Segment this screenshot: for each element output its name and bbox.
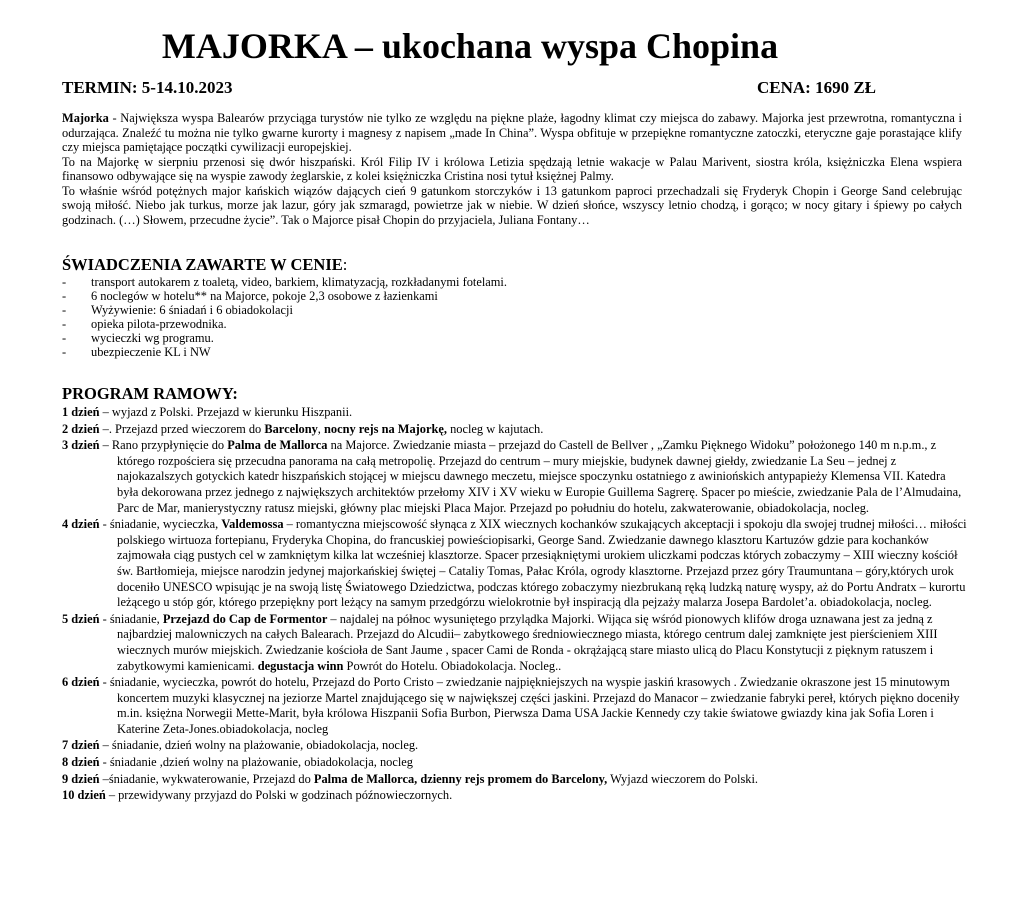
list-item-text: transport autokarem z toaletą, video, barkiem, klimatyzacją, rozkładanymi fotelami. <box>91 275 507 289</box>
day-text: – śniadanie, dzień wolny na plażowanie, obiadokolacja, nocleg. <box>99 738 419 753</box>
day-8 <box>62 755 968 771</box>
day-text: , <box>317 421 324 436</box>
day-text: – przewidywany przyjazd do Polski w godzinach późnowieczornych. <box>105 788 453 803</box>
day-highlight: Valdemossa <box>221 517 284 532</box>
day-number: 7 dzień <box>62 738 100 753</box>
program-heading: PROGRAM RAMOWY: <box>62 384 238 403</box>
intro-paragraph-1 <box>62 111 962 155</box>
day-text: - śniadanie, <box>99 611 163 626</box>
day-text: –śniadanie, wykwaterowanie, Przejazd do <box>99 771 314 786</box>
day-4 <box>62 517 968 611</box>
day-number: 1 dzień <box>62 405 100 419</box>
trip-dates: TERMIN: 5-14.10.2023 <box>62 78 233 97</box>
day-text: – romantyczna miejscowość słynąca z XIX wiecznych kochanków szukających akceptacji i spokoju dla swojej trudnej miłości… miłości polskiego wirtuoza fortepianu, Fryderyka Chopina, do francuskiej powieściopisarki, George Sand. Zwiedzanie dawnego klasztoru Kartuzów gdzie para kochanków zajmowała ciąg pustych cel w zamkniętym kilka lat wcześniej klasztorze. Spacer przesiąkniętymi urokiem uliczkami podczas których zobaczymy – XIII wieczny kościół św. Bartłomieja, miejsce narodzin jedynej majorkańskiej świętej – Cataliy Tomas, Pałac Króla, ogrody klasztorne. Przejazd przez góry Traumuntana – góry,których urok doceniło UNESCO wpisując je na swoją listę Światowego Dziedzictwa, podczas którego zobaczymy niezbrukaną ręką ludzką naturę wyspy, aż do Portu Andratx – kurortu leżącego u stóp gór, którego przepiękny port leżący na samym przedgórzu wielokrotnie był inspiracją dla pejzaży malarza Josepa Bardolet’a. obiadokolacja, nocleg. <box>117 517 967 610</box>
list-item-text: 6 noclegów w hotelu** na Majorce, pokoje 2,3 osobowe z łazienkami <box>91 288 438 303</box>
bullet: - <box>62 344 67 359</box>
day-text: - śniadanie, wycieczka, <box>99 517 222 532</box>
list-item-text: Wyżywienie: 6 śniadań i 6 obiadokolacji <box>91 302 293 317</box>
trip-price: CENA: 1690 ZŁ <box>757 78 877 97</box>
day-text: - śniadanie ,dzień wolny na plażowanie, obiadokolacja, nocleg <box>99 755 413 770</box>
intro-paragraph-1-text: - Największa wyspa Balearów przyciąga turystów nie tylko ze względu na piękne plaże, łagodny klimat czy miejsca do zabawy. Majorka jest przewrotna, romantyczna i odurzająca. Znaleźć tu można nie tylko gwarne kurorty i magnesy z napisem „made In China”. Wyspa obfituje w przepiękne romantyczne zatoczki, eteryczne gaje porastające klify czy miejsca pamiętające początki cywilizacji europejskiej. <box>62 111 962 154</box>
day-number: 5 dzień <box>62 611 100 626</box>
day-number: 3 dzień <box>62 438 100 453</box>
day-highlight: Przejazd do Cap de Formentor <box>162 611 328 626</box>
day-text: nocleg w kajutach. <box>446 421 544 436</box>
list-item-text: wycieczki wg programu. <box>91 330 214 345</box>
services-heading <box>62 255 347 275</box>
day-highlight: Palma de Mallorca <box>227 438 328 453</box>
day-number: 10 dzień <box>62 788 106 803</box>
list-item-text: ubezpieczenie KL i NW <box>91 344 211 359</box>
list-item <box>62 318 662 332</box>
day-number: 9 dzień <box>62 771 100 786</box>
day-highlight: nocny rejs na Majorkę, <box>324 421 447 436</box>
day-highlight: Barcelony <box>264 421 318 436</box>
list-item <box>62 332 662 346</box>
day-highlight: degustacja winn <box>257 658 344 673</box>
services-heading-text: ŚWIADCZENIA ZAWARTE W CENIE <box>62 255 343 274</box>
day-text: – najdalej na północ wysuniętego przylądka Majorki. Wijąca się wśród pionowych klifów droga uznawana jest za jedną z najbardziej malowniczych na całych Balearach. Przejazd do Alcudii– zabytkowego średniowiecznego miasta, którego centrum dalej zamknięte jest pierścieniem XIII wiecznych murów miejskich. Zwiedzanie kościoła de Sant Jaume , spacer Cami de Ronda - okrążającą stare miasto ulicą do Placu Konstytucji z pięknym ratuszem i zabytkowymi kamienicami. <box>117 611 938 673</box>
bullet: - <box>62 302 67 317</box>
day-2 <box>62 422 968 438</box>
intro-keyword: Majorka <box>62 111 109 125</box>
list-item <box>62 346 662 360</box>
services-heading-colon: : <box>342 255 348 274</box>
day-number: 2 dzień <box>62 421 100 436</box>
day-number: 8 dzień <box>62 755 100 770</box>
bullet: - <box>62 288 67 303</box>
list-item <box>62 304 662 318</box>
day-6 <box>62 675 968 737</box>
bullet: - <box>62 330 67 345</box>
day-text: –. Przejazd przed wieczorem do <box>99 421 265 436</box>
day-number: 6 dzień <box>62 675 100 690</box>
day-5 <box>62 612 968 674</box>
day-3 <box>62 438 968 516</box>
day-1 <box>62 405 968 421</box>
day-7 <box>62 738 968 754</box>
day-text: Wyjazd wieczorem do Polski. <box>607 771 759 786</box>
day-text: – wyjazd z Polski. Przejazd w kierunku Hiszpanii. <box>99 405 353 419</box>
list-item-text: opieka pilota-przewodnika. <box>91 316 227 331</box>
services-list <box>62 276 662 359</box>
intro-paragraph-3: To właśnie wśród potężnych major kańskich wiązów dających cień 9 gatunkom storczyków i 13 gatunkom paproci przechadzali się Fryderyk Chopin i George Sand celebrując swoją miłość. Niebo jak turkus, morze jak lazur, góry jak szmaragd, powietrze jak w niebie. W dzień słońce, wszyscy letnio chodzą, i gorąco; w nocy gitary i śpiewy po całych godzinach. (…) Słowem, przecudne życie”. Tak o Majorce pisał Chopin do przyjaciela, Juliana Fontany… <box>62 183 962 227</box>
day-text: - śniadanie, wycieczka, powrót do hotelu, Przejazd do Porto Cristo – zwiedzanie najpiękniejszych na wyspie jaskiń krasowych . Zwiedzanie okraszone jest 15 minutowym koncertem muzyki klasycznej na jeziorze Martel znajdującego się w największej części jaskini. Przejazd do Manacor – zwiedzanie fabryki pereł, których piękno doceniły m.in. księżna Norwegii Mette-Marit, była królowa Hiszpanii Sofia Burbon, Pierwsza Dama USA Jackie Kennedy czy takie światowe gwiazdy kina jak Sofia Loren i Katerine Zeta-Jones.obiadokolacja, nocleg <box>99 675 960 736</box>
bullet: - <box>62 275 67 289</box>
bullet: - <box>62 316 67 331</box>
day-highlight: Palma de Mallorca, dzienny rejs promem do Barcelony, <box>313 771 608 786</box>
program-list <box>62 405 968 805</box>
intro-paragraph-2: To na Majorkę w sierpniu przenosi się dwór hiszpański. Król Filip IV i królowa Letizia spędzają letnie wakacje w Palau Marivent, siostra króla, księżniczka Elena wspiera finansowo odbywające się na wyspie zawody żeglarskie, z kolei księżniczka Cristina nosi tytuł księżnej Palmy. <box>62 154 962 183</box>
day-10 <box>62 788 968 804</box>
list-item <box>62 290 662 304</box>
intro-text <box>62 111 962 227</box>
day-text: – Rano przypłynięcie do <box>99 438 228 453</box>
day-text: Powrót do Hotelu. Obiadokolacja. Nocleg.. <box>343 658 562 673</box>
day-9 <box>62 772 968 788</box>
page-title: MAJORKA – ukochana wyspa Chopina <box>161 26 779 66</box>
day-number: 4 dzień <box>62 517 100 532</box>
list-item <box>62 276 662 290</box>
day-text: na Majorce. Zwiedzanie miasta – przejazd do Castell de Bellver , „Zamku Pięknego Widoku” położonego 140 m n.p.m., z którego rozpościera się przecudna panorama na całą metropolię. Przejazd do centrum – mury miejskie, budynek dawnej giełdy, zwiedzanie La Seu – jednej z najokazalszych gotyckich katedr hiszpańskich stojącej w miejscu dawnego meczetu, miejsce spoczynku ostatniego z awiniońskich antypapieży Klemensa VII. Katedra była dekorowana przez jednego z największych architektów przełomy XIV i XV wieku w Europie Guillema Sagrerę. Spacer po mieście, zwiedzanie Pala de l’Almudaina, Parc de Mar, manierystyczny ratusz miejski, główny plac miejski Placa Major. Przejazd po południu do hotelu, zakwaterowanie, obiadokolacja, nocleg. <box>117 438 962 515</box>
